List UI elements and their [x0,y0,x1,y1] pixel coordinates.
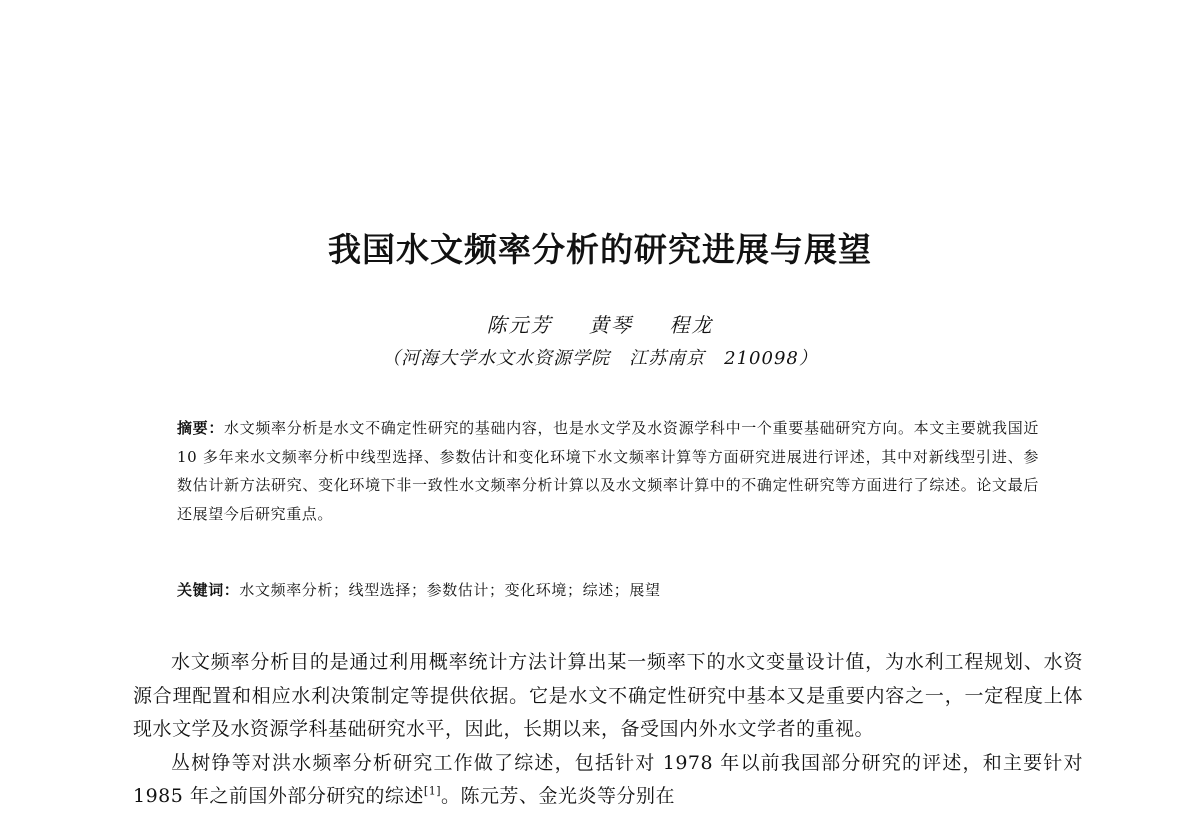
body-text-fragment: 。陈元芳、金光炎等分别在 [441,785,676,808]
author-affiliation: （河海大学水文水资源学院 江苏南京 210098） [382,348,818,369]
citation-reference: [1] [423,785,441,799]
keywords [177,577,1039,603]
keywords-label: 关键词： [177,581,240,599]
body-paragraph [133,747,1083,814]
abstract-text: 水文频率分析是水文不确定性研究的基础内容，也是水文学及水资源学科中一个重要基础研究方向。本文主要就我国近 10 多年来水文频率分析中线型选择、参数估计和变化环境下水文频率计算等方面研究进展进行评述，其中对新线型引进、参数估计新方法研究、变化环境下非一致性水文频率分析计算以及水文频率计算中的不确定性研究等方面进行了综述。论文最后还展望今后研究重点。 [177,419,1039,523]
keywords-text: 水文频率分析；线型选择；参数估计；变化环境；综述；展望 [239,581,661,599]
paper-title: 我国水文频率分析的研究进展与展望 [328,230,872,269]
author-name: 程龙 [669,313,714,337]
author-name: 黄琴 [589,313,633,337]
abstract [177,414,1039,528]
abstract-label: 摘要： [177,419,225,437]
body-paragraph: 水文频率分析目的是通过利用概率统计方法计算出某一频率下的水文变量设计值，为水利工程规划、水资源合理配置和相应水利决策制定等提供依据。它是水文不确定性研究中基本又是重要内容之一，一定程度上体现水文学及水资源学科基础研究水平，因此，长期以来，备受国内外水文学者的重视。 [133,651,1083,741]
body-text-fragment: 丛树铮等对洪水频率分析研究工作做了综述，包括针对 1978 年以前我国部分研究的评述，和主要针对 1985 年之前国外部分研究的综述 [133,751,1083,808]
author-list [0,309,1200,338]
author-name: 陈元芳 [486,313,553,337]
body-text [133,646,1083,814]
